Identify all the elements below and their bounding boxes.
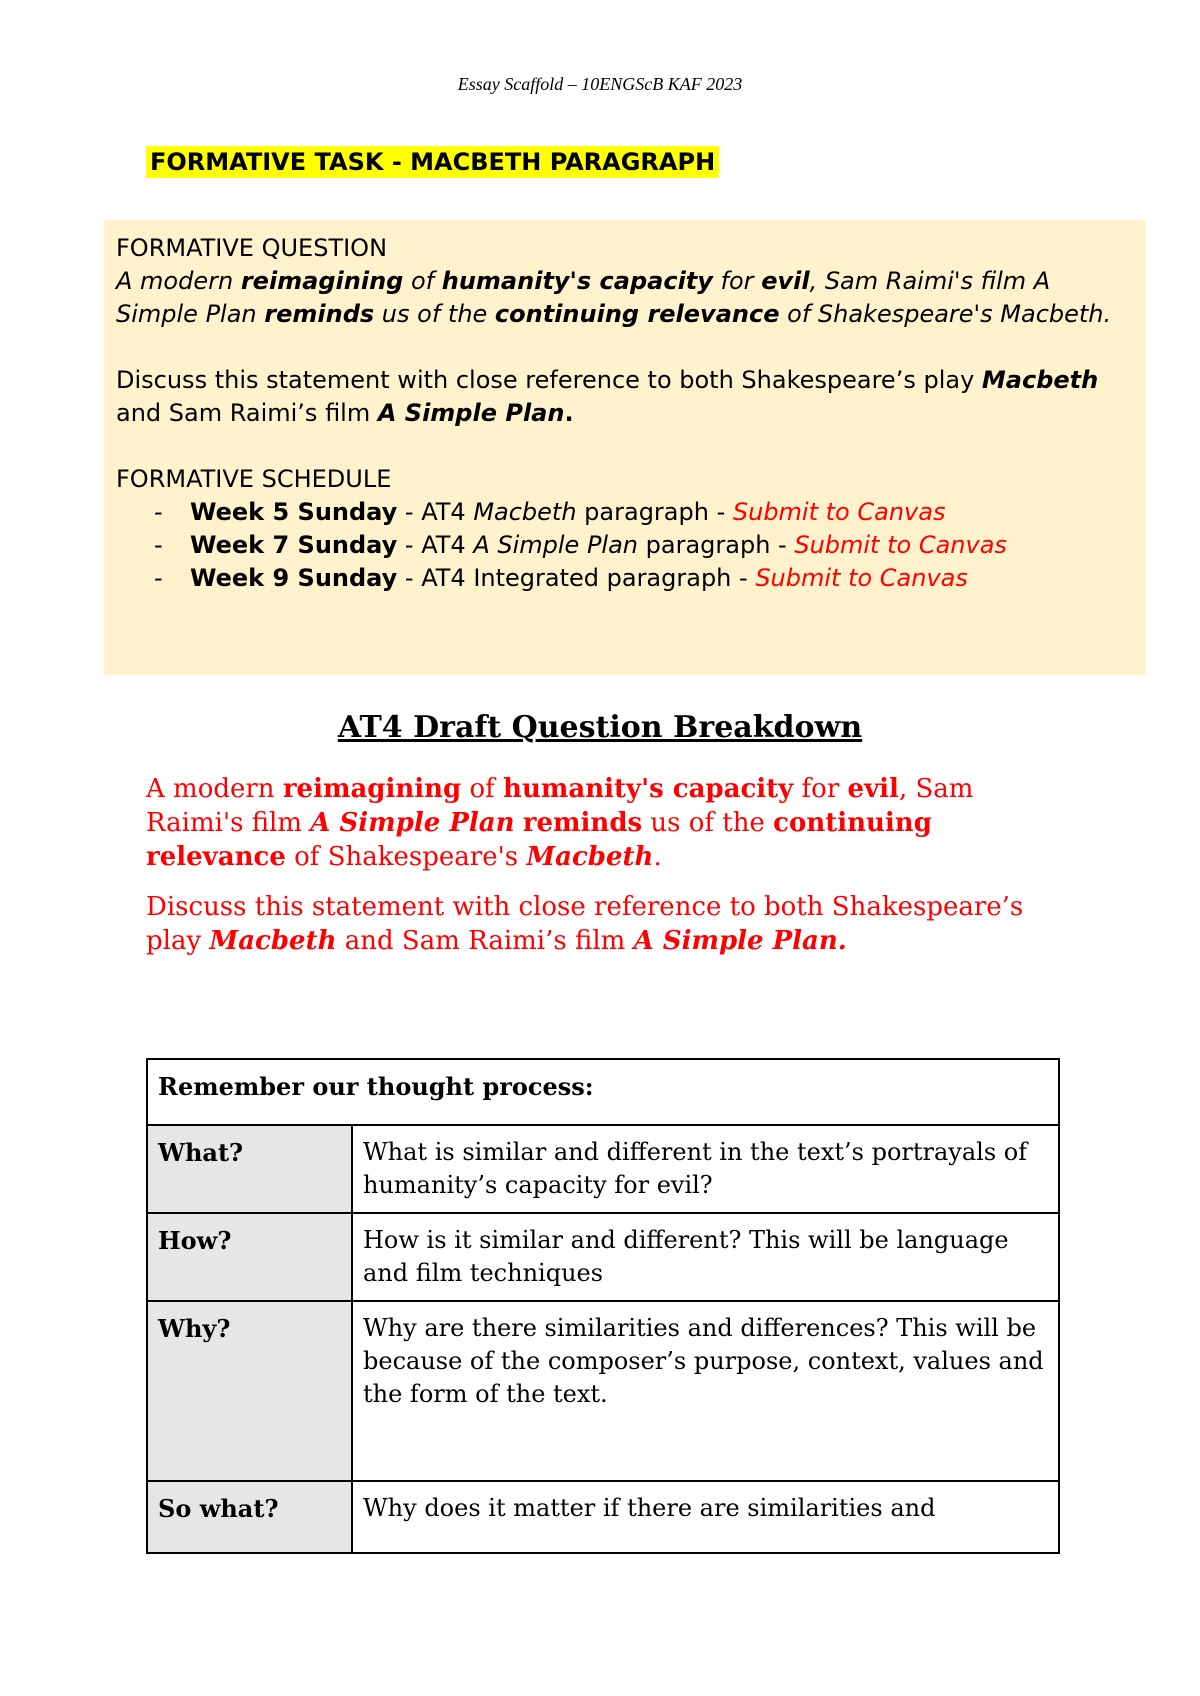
table-row	[147, 1213, 1059, 1301]
table-header-row	[147, 1059, 1059, 1125]
row-text: What is similar and different in the text’s portrayals of humanity’s capacity for evil?	[352, 1125, 1059, 1213]
table-row	[147, 1481, 1059, 1553]
row-label: How?	[147, 1213, 352, 1301]
formative-question-box	[104, 220, 1146, 675]
table-row	[147, 1125, 1059, 1213]
formative-question-text: A modern reimagining of humanity's capacity for evil, Sam Raimi's film A Simple Plan reminds us of the continuing relevance of Shakespeare's Macbeth.	[116, 267, 1112, 328]
row-text: Why does it matter if there are similarities and	[352, 1481, 1059, 1553]
breakdown-title: AT4 Draft Question Breakdown	[337, 710, 863, 745]
question-label: FORMATIVE QUESTION	[116, 234, 388, 262]
row-text: How is it similar and different? This will be language and film techniques	[352, 1213, 1059, 1301]
row-label: Why?	[147, 1301, 352, 1481]
schedule-label: FORMATIVE SCHEDULE	[116, 465, 392, 493]
schedule-item: - Week 5 Sunday - AT4 Macbeth paragraph - Submit to Canvas	[154, 498, 946, 526]
table-row	[147, 1301, 1059, 1481]
page-header: Essay Scaffold – 10ENGScB KAF 2023	[457, 74, 743, 94]
schedule-item: - Week 7 Sunday - AT4 A Simple Plan paragraph - Submit to Canvas	[154, 531, 1007, 559]
row-label: So what?	[147, 1481, 352, 1553]
table-heading: Remember our thought process:	[147, 1059, 1059, 1125]
schedule-item: - Week 9 Sunday - AT4 Integrated paragraph - Submit to Canvas	[154, 564, 968, 592]
breakdown-question: A modern reimagining of humanity's capacity for evil, Sam Raimi's film A Simple Plan reminds us of the continuing relevance of Shakespeare's Macbeth.	[146, 774, 974, 872]
row-text: Why are there similarities and differences? This will be because of the composer’s purpose, context, values and the form of the text.	[352, 1301, 1059, 1481]
breakdown-discuss: Discuss this statement with close reference to both Shakespeare’s play Macbeth and Sam Raimi’s film A Simple Plan.	[146, 892, 1024, 956]
row-label: What?	[147, 1125, 352, 1213]
thought-process-table	[146, 1058, 1060, 1554]
schedule-list	[116, 496, 1134, 595]
discuss-statement: Discuss this statement with close reference to both Shakespeare’s play Macbeth and Sam Raimi’s film A Simple Plan.	[116, 366, 1099, 427]
task-title: FORMATIVE TASK - MACBETH PARAGRAPH	[146, 146, 719, 178]
